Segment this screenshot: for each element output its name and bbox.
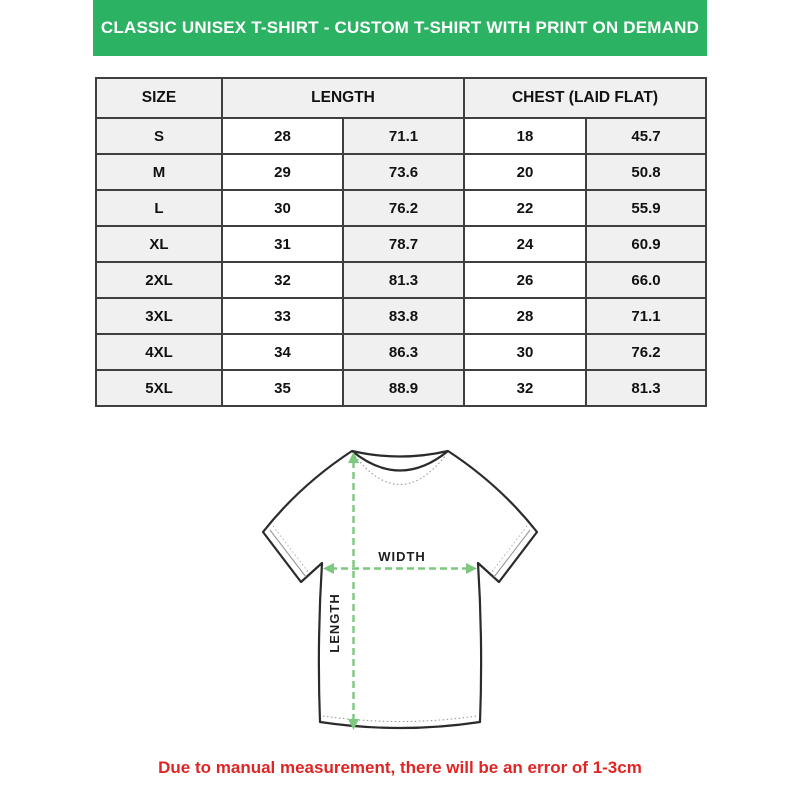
- size-chart-table: [95, 77, 707, 407]
- table-row: [96, 190, 706, 226]
- length-inches: 32: [222, 262, 343, 298]
- length-cm: 88.9: [343, 370, 464, 406]
- size-label: S: [96, 118, 222, 154]
- chest-inches: 26: [464, 262, 586, 298]
- chest-inches: 24: [464, 226, 586, 262]
- table-row: [96, 334, 706, 370]
- chest-cm: 81.3: [586, 370, 706, 406]
- chest-inches: 32: [464, 370, 586, 406]
- chest-cm: 55.9: [586, 190, 706, 226]
- size-label: 5XL: [96, 370, 222, 406]
- chest-inches: 28: [464, 298, 586, 334]
- measurement-disclaimer: Due to manual measurement, there will be an error of 1-3cm: [158, 758, 642, 777]
- length-cm: 71.1: [343, 118, 464, 154]
- chest-inches: 22: [464, 190, 586, 226]
- length-inches: 29: [222, 154, 343, 190]
- size-label: 3XL: [96, 298, 222, 334]
- length-inches: 33: [222, 298, 343, 334]
- length-inches: 34: [222, 334, 343, 370]
- length-inches: 30: [222, 190, 343, 226]
- tshirt-outline-shape: [263, 451, 537, 728]
- size-label: 4XL: [96, 334, 222, 370]
- chest-cm: 45.7: [586, 118, 706, 154]
- title-banner: [93, 0, 707, 56]
- chest-cm: 71.1: [586, 298, 706, 334]
- length-inches: 31: [222, 226, 343, 262]
- length-inches: 28: [222, 118, 343, 154]
- chest-cm: 76.2: [586, 334, 706, 370]
- page-title: CLASSIC UNISEX T-SHIRT - CUSTOM T-SHIRT WITH PRINT ON DEMAND: [100, 18, 700, 37]
- chest-inches: 30: [464, 334, 586, 370]
- header-length: LENGTH: [222, 78, 464, 118]
- size-label: 2XL: [96, 262, 222, 298]
- length-cm: 81.3: [343, 262, 464, 298]
- length-inches: 35: [222, 370, 343, 406]
- length-cm: 76.2: [343, 190, 464, 226]
- table-row: [96, 370, 706, 406]
- chest-cm: 60.9: [586, 226, 706, 262]
- header-size: SIZE: [96, 78, 222, 118]
- chest-cm: 66.0: [586, 262, 706, 298]
- header-chest: CHEST (LAID FLAT): [464, 78, 706, 118]
- table-row: [96, 154, 706, 190]
- width-label: WIDTH: [378, 549, 426, 564]
- length-cm: 83.8: [343, 298, 464, 334]
- table-row: [96, 298, 706, 334]
- size-label: M: [96, 154, 222, 190]
- length-label: LENGTH: [327, 593, 342, 653]
- chest-inches: 20: [464, 154, 586, 190]
- chest-inches: 18: [464, 118, 586, 154]
- table-row: [96, 118, 706, 154]
- length-cm: 78.7: [343, 226, 464, 262]
- size-label: L: [96, 190, 222, 226]
- table-row: [96, 226, 706, 262]
- table-row: [96, 262, 706, 298]
- chest-cm: 50.8: [586, 154, 706, 190]
- table-header-row: [96, 78, 706, 118]
- size-label: XL: [96, 226, 222, 262]
- tshirt-diagram: [240, 435, 560, 755]
- length-cm: 86.3: [343, 334, 464, 370]
- length-cm: 73.6: [343, 154, 464, 190]
